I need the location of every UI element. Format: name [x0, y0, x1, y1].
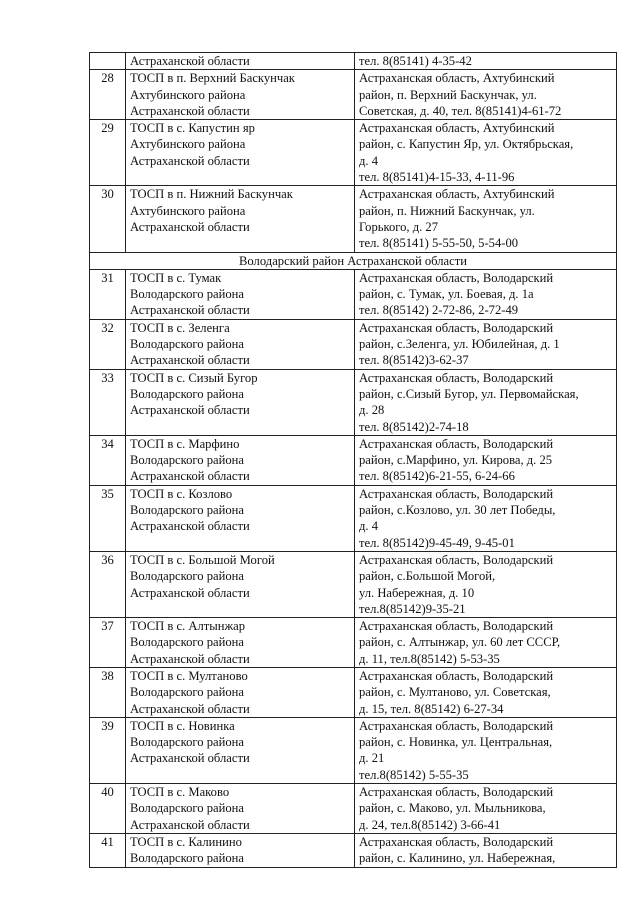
office-name-line: Володарского района — [130, 801, 244, 816]
table-row — [90, 667, 617, 717]
address-cell — [355, 319, 617, 369]
table-row — [90, 717, 617, 783]
office-name-cell — [126, 120, 355, 186]
office-name-line: Астраханской области — [130, 519, 250, 534]
office-name-cell — [126, 269, 355, 319]
address-cell — [355, 784, 617, 834]
address-line: тел. 8(85141) 4-35-42 — [359, 54, 472, 68]
office-name-line: Астраханской области — [130, 651, 250, 666]
office-name-line: Володарского района — [130, 569, 244, 584]
office-name-line: Астраханской области — [130, 751, 250, 766]
address-line: Астраханская область, Ахтубинский — [359, 71, 555, 86]
row-number: 31 — [90, 269, 126, 319]
address-line: Астраханская область, Ахтубинский — [359, 121, 555, 136]
section-title: Володарский район Астраханской области — [90, 252, 617, 269]
office-name-cell — [126, 186, 355, 252]
row-number: 36 — [90, 551, 126, 617]
office-name-line: Астраханской области — [130, 469, 250, 484]
address-line: д. 28 — [359, 403, 385, 418]
address-line: тел. 8(85141)4-15-33, 4-11-96 — [359, 170, 515, 185]
address-line: Астраханская область, Володарский — [359, 668, 554, 683]
registry-table-body — [90, 53, 617, 868]
address-line: Астраханская область, Володарский — [359, 436, 554, 451]
address-line: тел. 8(85142) 2-72-86, 2-72-49 — [359, 303, 519, 318]
address-line: д. 24, тел.8(85142) 3-66-41 — [359, 817, 501, 832]
address-line: тел. 8(85142)9-45-49, 9-45-01 — [359, 535, 515, 550]
address-line: район, с. Тумак, ул. Боевая, д. 1а — [359, 287, 534, 302]
address-line: тел. 8(85142)2-74-18 — [359, 419, 469, 434]
row-number: 41 — [90, 833, 126, 867]
office-name-line: Володарского района — [130, 635, 244, 650]
address-cell — [355, 435, 617, 485]
office-name-line: ТОСП в с. Тумак — [130, 270, 222, 285]
row-number: 30 — [90, 186, 126, 252]
office-name-line: Астраханской области — [130, 585, 250, 600]
office-name-cell — [126, 667, 355, 717]
office-name-line: ТОСП в с. Алтынжар — [130, 619, 246, 634]
section-header-row — [90, 252, 617, 269]
office-name-line: Володарского района — [130, 685, 244, 700]
address-line: район, п. Нижний Баскунчак, ул. — [359, 203, 535, 218]
address-cell — [355, 53, 617, 70]
address-line: Астраханская область, Володарский — [359, 619, 554, 634]
table-row — [90, 186, 617, 252]
office-name-cell — [126, 53, 355, 70]
table-row — [90, 551, 617, 617]
office-name-line: Астраханской области — [130, 353, 250, 368]
address-cell — [355, 717, 617, 783]
office-name-line: ТОСП в п. Верхний Баскунчак — [130, 71, 295, 86]
address-line: тел. 8(85141) 5-55-50, 5-54-00 — [359, 236, 519, 251]
office-name-line: Володарского района — [130, 386, 244, 401]
address-cell — [355, 551, 617, 617]
address-line: Астраханская область, Володарский — [359, 785, 554, 800]
office-name-line: Ахтубинского района — [130, 87, 246, 102]
address-line: район, с.Большой Могой, — [359, 569, 496, 584]
address-line: тел. 8(85142)6-21-55, 6-24-66 — [359, 469, 515, 484]
address-line: Советская, д. 40, тел. 8(85141)4-61-72 — [359, 103, 562, 118]
address-line: ул. Набережная, д. 10 — [359, 585, 475, 600]
office-name-line: Володарского района — [130, 735, 244, 750]
office-name-line: Володарского района — [130, 503, 244, 518]
row-number: 34 — [90, 435, 126, 485]
address-line: район, с. Алтынжар, ул. 60 лет СССР, — [359, 635, 561, 650]
row-number: 39 — [90, 717, 126, 783]
table-row — [90, 120, 617, 186]
address-line: район, с. Маково, ул. Мыльникова, — [359, 801, 546, 816]
office-name-line: ТОСП в с. Козлово — [130, 486, 233, 501]
address-line: район, с.Марфино, ул. Кирова, д. 25 — [359, 453, 553, 468]
address-line: д. 15, тел. 8(85142) 6-27-34 — [359, 701, 504, 716]
address-cell — [355, 833, 617, 867]
office-name-line: Астраханской области — [130, 219, 250, 234]
table-row — [90, 70, 617, 120]
address-cell — [355, 618, 617, 668]
address-cell — [355, 485, 617, 551]
address-line: тел. 8(85142)3-62-37 — [359, 353, 469, 368]
row-number: 32 — [90, 319, 126, 369]
office-name-cell — [126, 618, 355, 668]
office-name-line: ТОСП в с. Маково — [130, 785, 230, 800]
office-name-line: ТОСП в с. Калинино — [130, 834, 242, 849]
address-line: д. 4 — [359, 153, 379, 168]
address-cell — [355, 269, 617, 319]
address-line: Астраханская область, Володарский — [359, 486, 554, 501]
office-name-cell — [126, 70, 355, 120]
office-name-cell — [126, 435, 355, 485]
office-name-cell — [126, 369, 355, 435]
table-row — [90, 833, 617, 867]
address-line: тел.8(85142)9-35-21 — [359, 601, 466, 616]
address-line: тел.8(85142) 5-55-35 — [359, 767, 469, 782]
address-line: район, с. Калинино, ул. Набережная, — [359, 851, 556, 866]
address-line: д. 21 — [359, 751, 385, 766]
address-line: д. 4 — [359, 519, 379, 534]
address-line: Астраханская область, Володарский — [359, 834, 554, 849]
office-name-line: Астраханской области — [130, 403, 250, 418]
office-name-line: Астраханской области — [130, 817, 250, 832]
office-name-line: ТОСП в с. Мултаново — [130, 668, 248, 683]
table-row — [90, 784, 617, 834]
office-name-line: Астраханской области — [130, 54, 250, 68]
office-name-line: Астраханской области — [130, 303, 250, 318]
office-name-line: Астраханской области — [130, 103, 250, 118]
table-row — [90, 269, 617, 319]
address-cell — [355, 667, 617, 717]
row-number: 28 — [90, 70, 126, 120]
office-name-line: Ахтубинского района — [130, 203, 246, 218]
address-cell — [355, 186, 617, 252]
address-line: Горького, д. 27 — [359, 219, 439, 234]
address-line: Астраханская область, Володарский — [359, 270, 554, 285]
address-cell — [355, 70, 617, 120]
office-name-line: Володарского района — [130, 287, 244, 302]
office-name-line: Володарского района — [130, 453, 244, 468]
office-name-line: Ахтубинского района — [130, 137, 246, 152]
office-name-line: Володарского района — [130, 851, 244, 866]
office-name-cell — [126, 833, 355, 867]
office-name-cell — [126, 485, 355, 551]
office-name-line: ТОСП в с. Большой Могой — [130, 552, 275, 567]
office-name-cell — [126, 551, 355, 617]
table-row — [90, 369, 617, 435]
office-name-cell — [126, 717, 355, 783]
address-line: Астраханская область, Володарский — [359, 718, 554, 733]
office-name-line: ТОСП в с. Капустин яр — [130, 121, 255, 136]
address-line: район, п. Верхний Баскунчак, ул. — [359, 87, 537, 102]
address-line: район, с. Новинка, ул. Центральная, — [359, 735, 553, 750]
row-number: 33 — [90, 369, 126, 435]
office-name-line: Володарского района — [130, 337, 244, 352]
address-line: район, с. Мултаново, ул. Советская, — [359, 685, 551, 700]
office-name-line: ТОСП в с. Новинка — [130, 718, 235, 733]
table-row — [90, 435, 617, 485]
office-name-line: ТОСП в с. Зеленга — [130, 320, 230, 335]
address-line: район, с.Козлово, ул. 30 лет Победы, — [359, 503, 556, 518]
address-cell — [355, 120, 617, 186]
row-number: 37 — [90, 618, 126, 668]
address-line: Астраханская область, Володарский — [359, 320, 554, 335]
table-row — [90, 53, 617, 70]
office-name-line: ТОСП в с. Марфино — [130, 436, 240, 451]
address-line: Астраханская область, Володарский — [359, 370, 554, 385]
address-line: район, с.Сизый Бугор, ул. Первомайская, — [359, 386, 579, 401]
address-cell — [355, 369, 617, 435]
office-name-line: Астраханской области — [130, 153, 250, 168]
row-number — [90, 53, 126, 70]
address-line: Астраханская область, Ахтубинский — [359, 187, 555, 202]
table-row — [90, 618, 617, 668]
address-line: район, с.Зеленга, ул. Юбилейная, д. 1 — [359, 337, 560, 352]
office-name-line: Астраханской области — [130, 701, 250, 716]
row-number: 29 — [90, 120, 126, 186]
office-name-line: ТОСП в с. Сизый Бугор — [130, 370, 258, 385]
row-number: 38 — [90, 667, 126, 717]
office-name-cell — [126, 784, 355, 834]
registry-table — [89, 52, 617, 868]
table-row — [90, 319, 617, 369]
office-name-line: ТОСП в п. Нижний Баскунчак — [130, 187, 293, 202]
table-row — [90, 485, 617, 551]
row-number: 35 — [90, 485, 126, 551]
address-line: Астраханская область, Володарский — [359, 552, 554, 567]
address-line: д. 11, тел.8(85142) 5-53-35 — [359, 651, 500, 666]
row-number: 40 — [90, 784, 126, 834]
office-name-cell — [126, 319, 355, 369]
address-line: район, с. Капустин Яр, ул. Октябрьская, — [359, 137, 574, 152]
